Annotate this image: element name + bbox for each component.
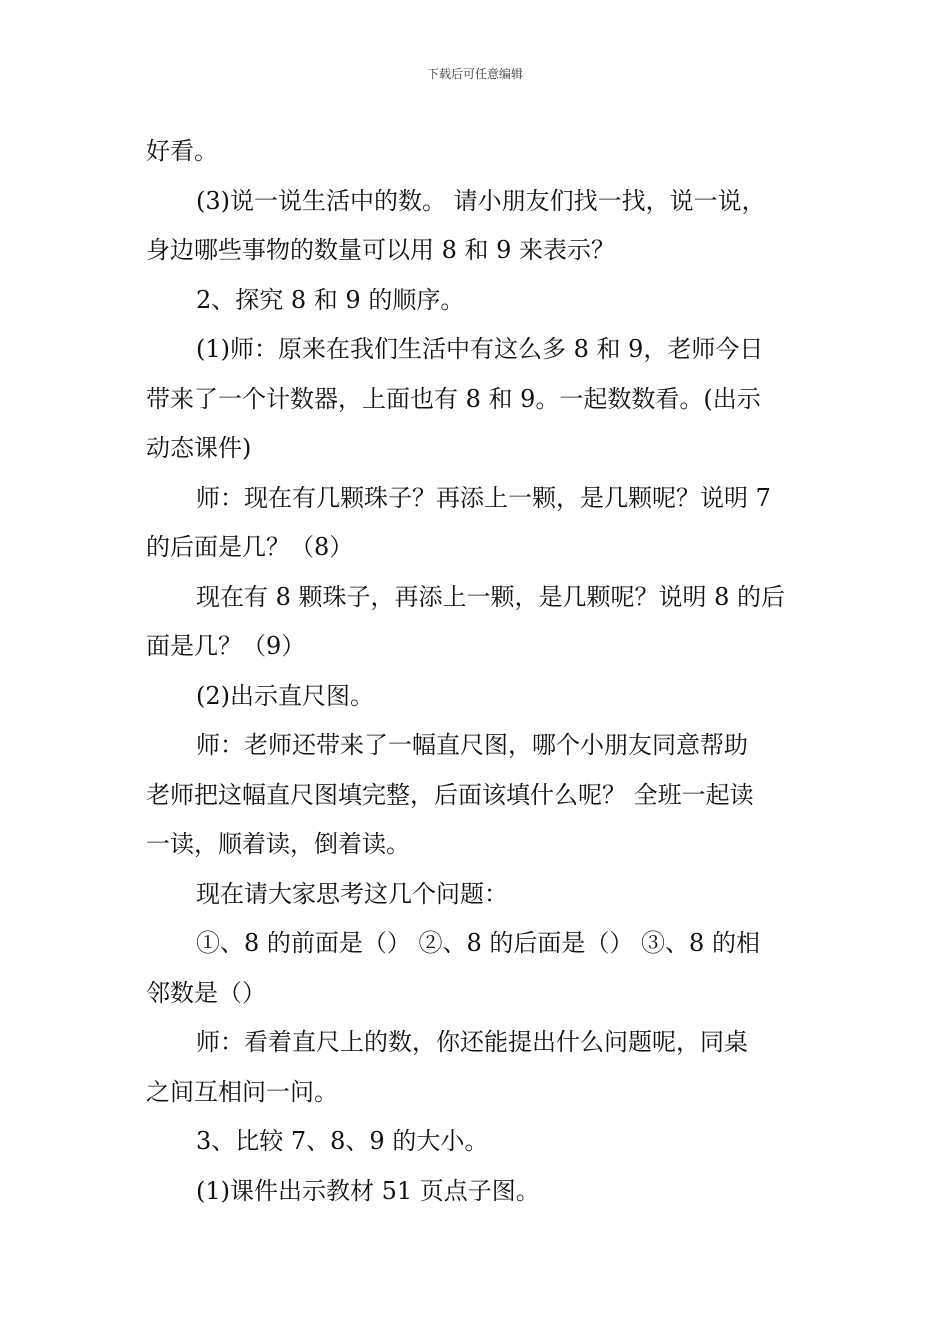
text-line: 3、比较 7、8、9 的大小。: [196, 1127, 489, 1155]
text-line: (3)说一说生活中的数。 请小朋友们找一找，说一说，: [196, 186, 766, 215]
paragraph: [146, 573, 826, 623]
text-line: 的后面是几？（8）: [146, 533, 354, 561]
paragraph: [146, 622, 826, 672]
text-line: 面是几？（9）: [146, 632, 306, 660]
text-line: 动态课件): [146, 434, 252, 462]
text-line: 现在请大家思考这几个问题：: [196, 879, 508, 908]
paragraph: [146, 177, 826, 227]
paragraph: [146, 672, 826, 722]
paragraph: [146, 276, 826, 326]
text-line: (1)师：原来在我们生活中有这么多 8 和 9，老师今日: [196, 335, 764, 363]
text-line: ①、8 的前面是（） ②、8 的后面是（） ③、8 的相: [196, 929, 760, 957]
text-line: (2)出示直尺图。: [196, 681, 374, 710]
page-header: 下载后可任意编辑: [426, 67, 523, 81]
paragraph: [146, 127, 826, 177]
text-line: 师：现在有几颗珠子？再添上一颗，是几颗呢？说明 7: [196, 483, 771, 512]
paragraph: [146, 721, 826, 771]
text-line: (1)课件出示教材 51 页点子图。: [196, 1176, 540, 1205]
paragraph: [146, 474, 826, 524]
paragraph: [146, 226, 826, 276]
text-line: 老师把这幅直尺图填完整，后面该填什么呢？ 全班一起读: [146, 780, 754, 809]
text-line: 一读，顺着读，倒着读。: [146, 830, 410, 858]
text-line: 现在有 8 颗珠子，再添上一颗，是几颗呢？说明 8 的后: [196, 582, 786, 611]
paragraph: [146, 523, 826, 573]
paragraph: [146, 870, 826, 920]
text-line: 师：老师还带来了一幅直尺图，哪个小朋友同意帮助: [196, 731, 748, 759]
paragraph: [146, 1167, 826, 1217]
text-line: 身边哪些事物的数量可以用 8 和 9 来表示？: [146, 236, 616, 264]
document-body: [146, 127, 826, 1216]
text-line: 2、探究 8 和 9 的顺序。: [196, 285, 465, 314]
text-line: 带来了一个计数器，上面也有 8 和 9。一起数数看。(出示: [146, 384, 761, 413]
paragraph: [146, 969, 826, 1019]
paragraph: [146, 919, 826, 969]
text-line: 之间互相问一问。: [146, 1077, 338, 1106]
text-line: 好看。: [146, 137, 218, 165]
paragraph: [146, 375, 826, 474]
paragraph: [146, 1068, 826, 1118]
text-line: 师：看着直尺上的数，你还能提出什么问题呢，同桌: [196, 1028, 748, 1056]
paragraph: [146, 325, 826, 375]
paragraph: [146, 1117, 826, 1167]
paragraph: [146, 771, 826, 870]
paragraph: [146, 1018, 826, 1068]
text-line: 邻数是（）: [146, 978, 266, 1007]
